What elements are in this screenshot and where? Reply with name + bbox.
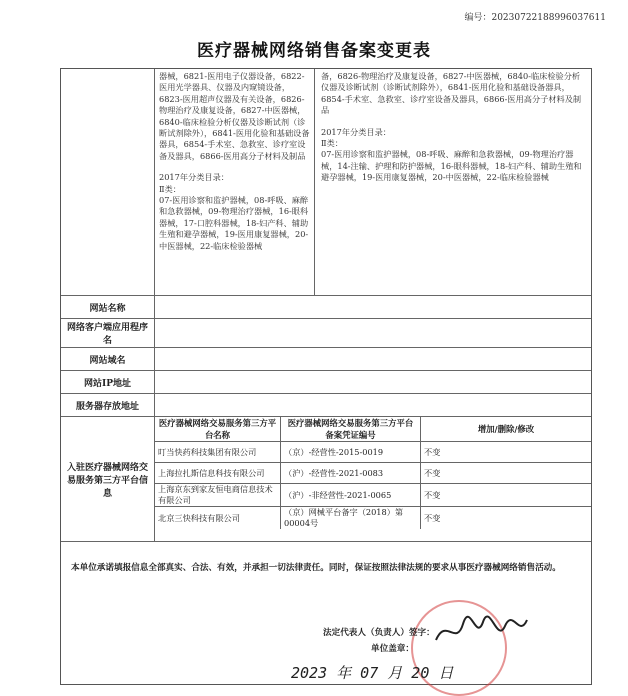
scope-row [61, 69, 591, 296]
scope-changed-cell [315, 69, 591, 295]
platform-name: 上海京东到家友恒电商信息技术有限公司 [155, 484, 281, 506]
scope-changed-heading: 2017年分类目录： [321, 126, 391, 137]
domain-row [61, 348, 591, 371]
scope-changed-text-1: 备，6826-物理治疗及康复设备，6827-中医器械，6840-临床检验分析仪器及诊断试剂（诊断试剂除外），6841-医用化验和基础设备器具，6854-手术室、急救室、诊疗室设备及器具，6866-医用高分子材料及制品 [321, 71, 582, 116]
site-name-row [61, 296, 591, 319]
ip-row [61, 371, 591, 394]
platform-number: （沪）-非经营性-2021-0065 [281, 484, 421, 506]
platform-change: 不变 [424, 512, 441, 523]
scope-label-cell [61, 69, 155, 295]
platform-change: 不变 [424, 467, 441, 478]
platform-header-number: 医疗器械网络交易服务第三方平台备案凭证编号 [281, 417, 421, 441]
platform-name: 上海拉扎斯信息科技有限公司 [155, 463, 281, 483]
scope-original-subheading: Ⅱ类： [159, 183, 181, 194]
declaration-row [61, 542, 591, 684]
platform-header-change: 增加/删除/修改 [477, 424, 535, 434]
platform-label: 入驻医疗器械网络交易服务第三方平台信息 [61, 417, 155, 541]
platform-table [155, 417, 591, 541]
table-row [155, 463, 591, 484]
platform-name: 叮当快药科技集团有限公司 [155, 442, 281, 462]
handwritten-signature [431, 612, 531, 652]
domain-label: 网站域名 [61, 348, 155, 370]
server-row [61, 394, 591, 417]
platform-number: （京）-经营性-2015-0019 [281, 442, 421, 462]
app-name-row [61, 319, 591, 348]
table-row [155, 442, 591, 463]
unit-seal-label: 单位盖章： [371, 644, 414, 654]
scope-changed-subheading: Ⅱ类： [321, 138, 343, 149]
page-title: 医疗器械网络销售备案变更表 [197, 41, 431, 61]
form-table [60, 68, 592, 685]
table-row [155, 484, 591, 507]
scope-original-heading: 2017年分类目录： [159, 172, 229, 183]
ip-label: 网站IP地址 [61, 371, 155, 393]
platform-row [61, 417, 591, 542]
scope-changed-text-2: 07-医用诊察和监护器械，08-呼吸、麻醉和急救器械，09-物理治疗器械，14-注输、护理和防护器械，16-眼科器械，18-妇产科、辅助生殖和避孕器械，19-医用康复器械，20-中医器械，22-临床检验器械 [321, 149, 582, 183]
platform-number: （京）网械平台备字（2018）第00004号 [281, 507, 421, 529]
sign-date: 2023 年 07 月 20 日 [291, 664, 454, 682]
server-value [155, 394, 591, 416]
table-row [155, 507, 591, 529]
scope-original-text-2: 07-医用诊察和监护器械，08-呼吸、麻醉和急救器械，09-物理治疗器械，16-眼科器械，17-口腔科器械，18-妇产科、辅助生殖和避孕器械，19-医用康复器械，20-中医器械，22-临床检验器械 [159, 195, 309, 251]
server-label: 服务器存放地址 [61, 394, 155, 416]
legal-representative-label: 法定代表人（负责人）签字： [323, 628, 435, 638]
platform-change: 不变 [424, 446, 441, 457]
app-name-value [155, 319, 591, 347]
scope-original-text-1: 器械，6821-医用电子仪器设备，6822-医用光学器具、仪器及内窥镜设备，6823-医用超声仪器及有关设备，6826-物理治疗及康复设备，6827-中医器械，6840-临床检验分析仪器及诊断试剂（诊断试剂除外），6841-医用化验和基础设备器具，6854-手术室、急救室、诊疗室设备及器具，6866-医用高分子材料及制品 [159, 71, 310, 161]
platform-name: 北京三快科技有限公司 [155, 507, 281, 529]
platform-number: （沪）-经营性-2021-0083 [281, 463, 421, 483]
serial-number: 编号：20230722188996037611 [464, 13, 606, 23]
declaration-text: 本单位承诺填报信息全部真实、合法、有效，并承担一切法律责任。同时，保证按照法律法规的要求从事医疗器械网络销售活动。 [71, 563, 561, 573]
platform-header-row [155, 417, 591, 442]
site-name-value [155, 296, 591, 318]
platform-header-name: 医疗器械网络交易服务第三方平台名称 [155, 417, 281, 441]
ip-value [155, 371, 591, 393]
site-name-label: 网站名称 [61, 296, 155, 318]
scope-original-cell [155, 69, 315, 295]
domain-value [155, 348, 591, 370]
platform-change: 不变 [424, 489, 441, 500]
app-name-label: 网络客户端应用程序名 [61, 319, 155, 347]
